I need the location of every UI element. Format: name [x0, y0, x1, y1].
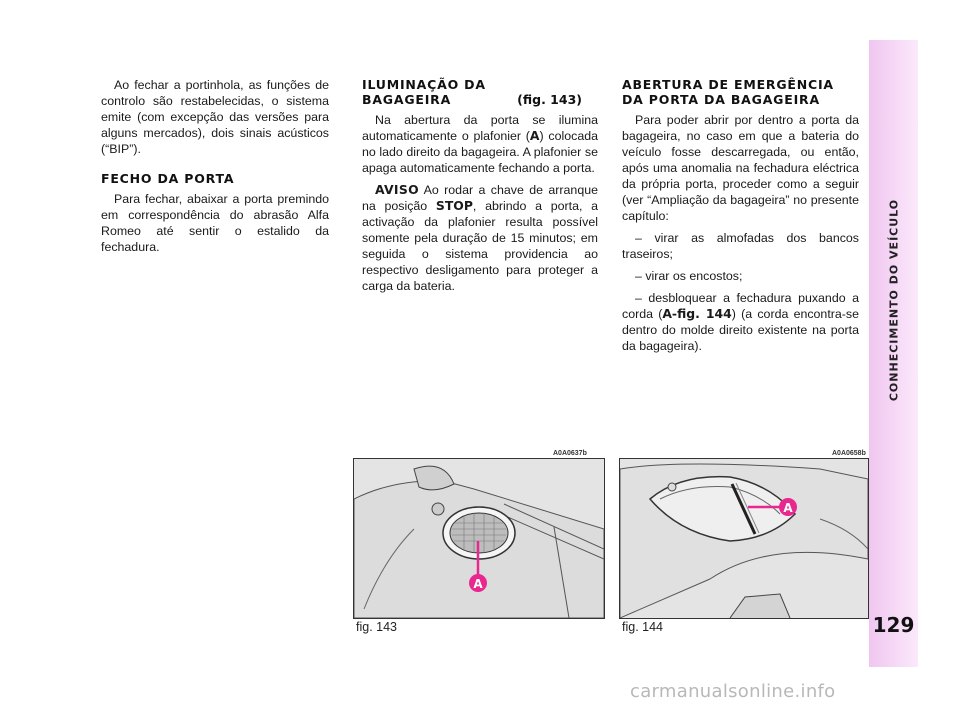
text-run: , abrindo a porta, a activação da plafonier resulta possível somente pela duração de 15 minutos; em seguida o sistema providencia ao respectivo desligamento para proteger a carga da bateria. [362, 199, 599, 293]
page-number: 129 [872, 613, 915, 637]
text-run: Ao rodar a chave de arranque na posição [362, 183, 598, 213]
trunk-cord-drawing [620, 459, 868, 618]
watermark: carmanualsonline.info [630, 681, 836, 702]
text-column-3 [622, 77, 859, 360]
list-item-3 [622, 290, 859, 354]
section-heading-abertura [622, 77, 859, 107]
bold-label-a: A [529, 128, 540, 143]
bold-stop: STOP [435, 198, 473, 213]
figure-code-144: A0A0658b [832, 450, 866, 457]
figure-143-illustration [353, 458, 605, 619]
text-run: – desbloquear a fechadura puxando a corda ( [622, 291, 859, 321]
intro-paragraph: Ao fechar a portinhola, as funções de controlo são restabelecidas, o sistema emite (com excepção das versões para alguns mercados), dois sinais acústicos (“BIP”). [101, 78, 329, 156]
text-run: Na abertura da porta se ilumina automaticamente o plafonier ( [362, 113, 598, 143]
list-item-2: – virar os encostos; [635, 269, 743, 283]
heading-line-2: DA PORTA DA BAGAGEIRA [622, 92, 820, 107]
bold-fig-ref: A-fig. 144 [662, 306, 732, 321]
fecho-paragraph: Para fechar, abaixar a porta premindo em correspondência do abrasão Alfa Romeo até sentir o estalido da fechadura. [101, 192, 329, 254]
callout-label-a: A [783, 501, 793, 515]
section-heading-iluminacao [362, 77, 598, 107]
chapter-title-text: CONHECIMENTO DO VEÍCULO [887, 198, 900, 402]
heading-line-1: ABERTURA DE EMERGÊNCIA [622, 77, 834, 92]
text-run: ) (a corda encontra-se dentro do molde direito existente na porta da bagageira). [622, 307, 860, 353]
iluminacao-paragraph [362, 112, 598, 176]
heading-text: ILUMINAÇÃO DA BAGAGEIRA [362, 77, 486, 107]
figure-code-143: A0A0637b [553, 450, 587, 457]
list-item-1: – virar as almofadas dos bancos traseiros; [622, 231, 859, 261]
figure-144-illustration [619, 458, 869, 619]
callout-label-a: A [473, 577, 483, 591]
section-heading-fecho: FECHO DA PORTA [101, 171, 235, 186]
text-column-2 [362, 77, 598, 300]
text-run: ) colocada no lado direito da bagageira. A plafonier se apaga automaticamente fechando a porta. [362, 129, 598, 175]
heading-fig-ref: (fig. 143) [517, 92, 582, 107]
trunk-light-drawing [354, 459, 604, 618]
aviso-paragraph [362, 182, 598, 294]
aviso-label: AVISO [375, 182, 419, 197]
figure-caption-144: fig. 144 [622, 620, 664, 634]
abertura-paragraph: Para poder abrir por dentro a porta da bagageira, no caso em que a bateria do veículo fosse descarregada, ou então, após uma anomalia na fechadura eléctrica da própria porta, proceder como a seguir (ver “Ampliação da bagageira” no presente capítulo: [622, 113, 859, 223]
figure-caption-143: fig. 143 [356, 620, 398, 634]
text-column-1 [101, 77, 329, 261]
